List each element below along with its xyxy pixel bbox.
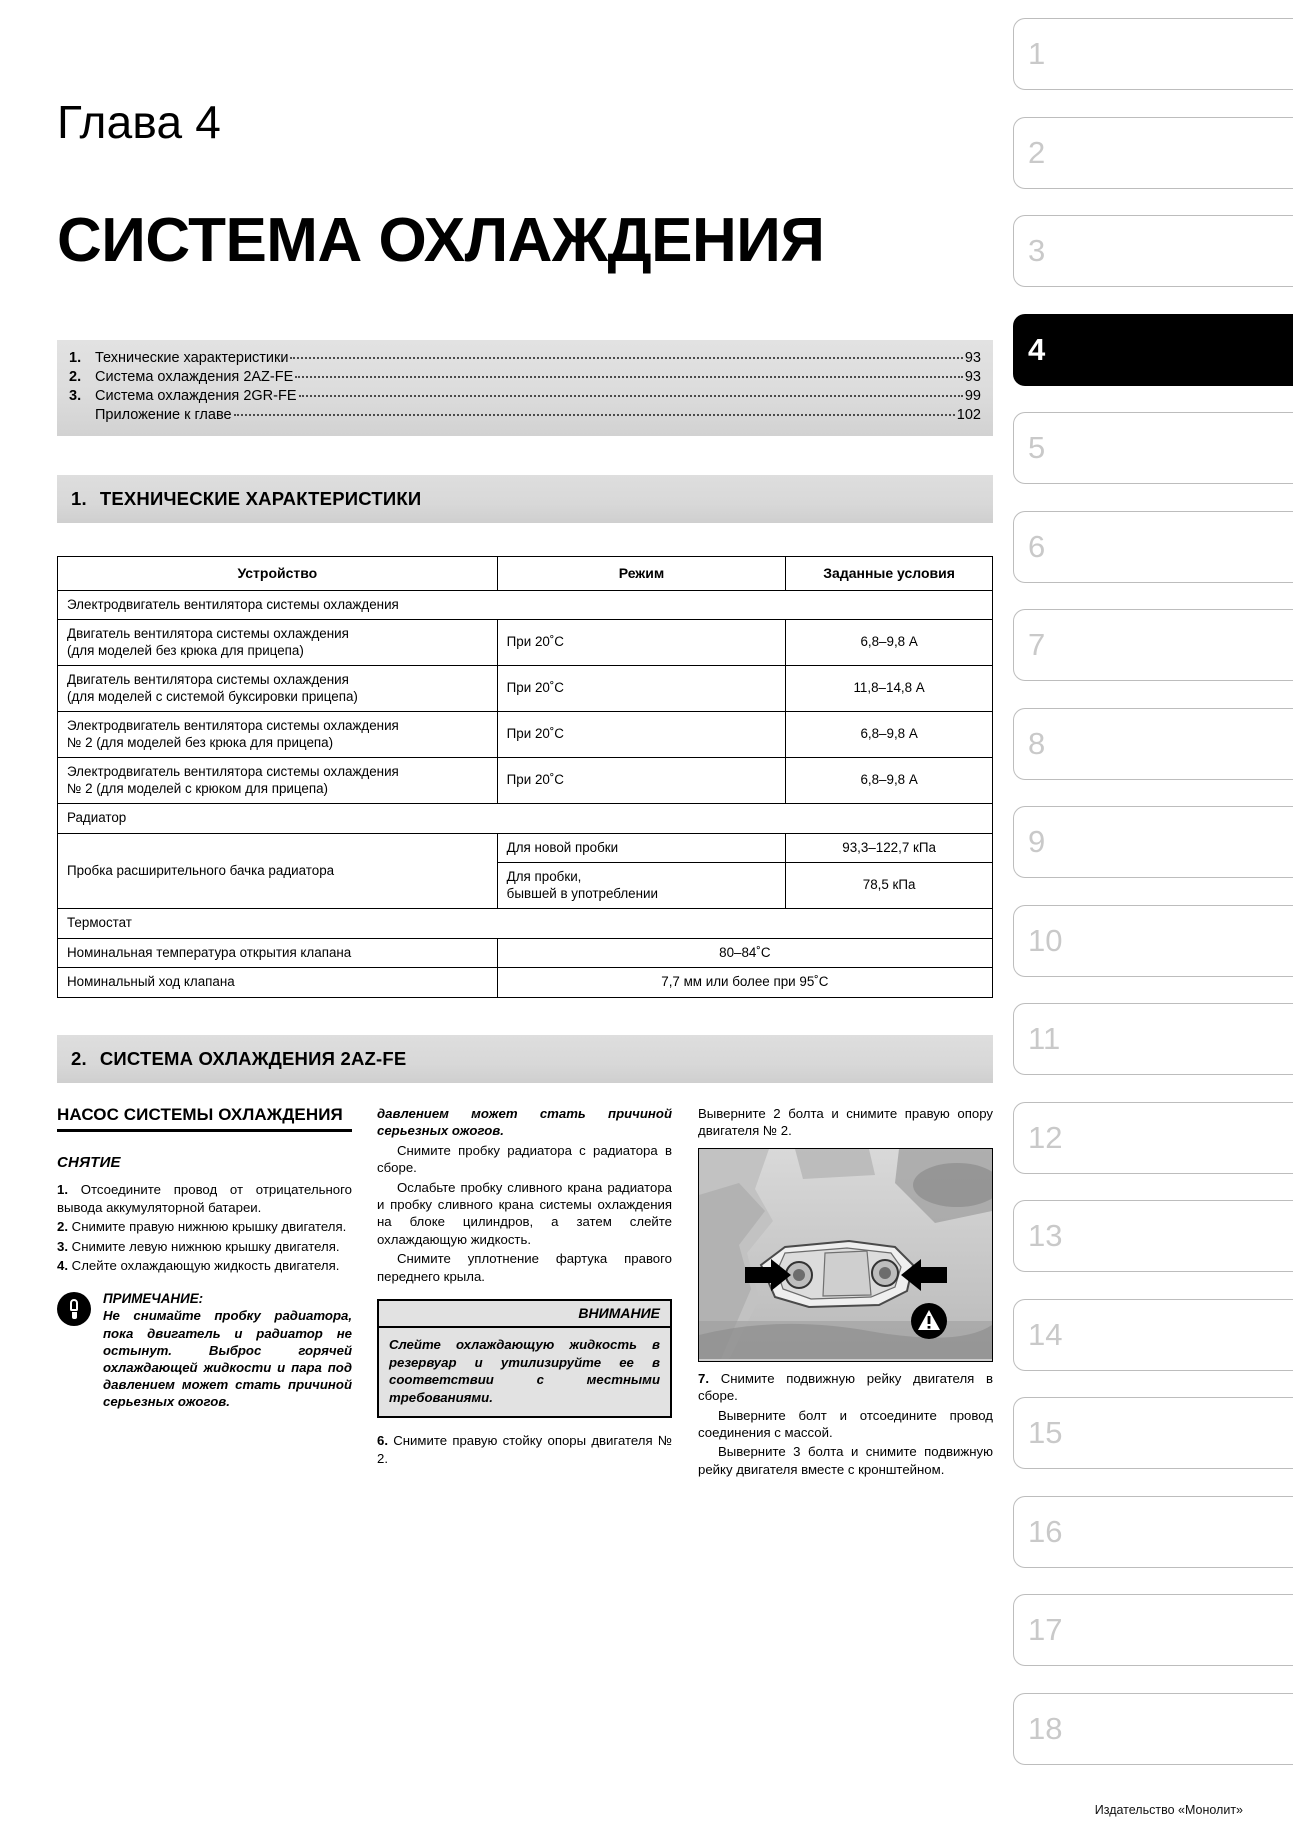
toc-entry-number: 3. — [69, 388, 82, 404]
mode-cell: При 20˚С — [497, 712, 786, 758]
chapter-tab-3[interactable] — [1013, 215, 1293, 287]
chapter-tab-17[interactable] — [1013, 1594, 1293, 1666]
page-title: СИСТЕМА ОХЛАЖДЕНИЯ — [57, 206, 825, 275]
device-cell: Номинальная температура открытия клапана — [58, 938, 498, 968]
chapter-tab-10[interactable] — [1013, 905, 1293, 977]
chapter-tab-label: 5 — [1028, 430, 1046, 465]
chapter-tab-2[interactable] — [1013, 117, 1293, 189]
step-number: 4. — [57, 1258, 68, 1274]
lightbulb-icon — [57, 1292, 91, 1326]
mode-cell: Для новой пробки — [497, 833, 786, 863]
step-text: Отсоедините провод от отрицательного вывода аккумуляторной батареи. — [57, 1182, 352, 1215]
toc-entry[interactable] — [69, 349, 981, 368]
chapter-tab-14[interactable] — [1013, 1299, 1293, 1371]
step-number: 3. — [57, 1238, 68, 1254]
chapter-tab-label: 12 — [1028, 1119, 1063, 1155]
chapter-tab-label: 13 — [1028, 1218, 1063, 1253]
table-row — [58, 712, 993, 758]
toc-entry[interactable] — [69, 406, 981, 425]
list-item — [57, 1238, 352, 1255]
chapter-tab-label: 4 — [1028, 331, 1046, 367]
device-cell: Двигатель вентилятора системы охлаждения (для моделей без крюка для прицепа) — [58, 620, 498, 666]
device-cell: Пробка расширительного бачка радиатора — [58, 833, 498, 909]
attention-title: ВНИМАНИЕ — [379, 1301, 670, 1328]
table-row-group — [58, 590, 993, 620]
section-2-number: 2. — [71, 1048, 87, 1069]
toc-entry-title: Приложение к главе — [95, 407, 232, 423]
chapter-tab-12[interactable] — [1013, 1102, 1293, 1174]
chapter-tab-label: 18 — [1028, 1710, 1063, 1746]
figure-illustration — [699, 1149, 992, 1359]
note-block — [57, 1290, 352, 1410]
device-cell: Электродвигатель вентилятора системы охлаждения № 2 (для моделей без крюка для прицепа) — [58, 712, 498, 758]
mode-cell: При 20˚С — [497, 758, 786, 804]
table-of-contents — [57, 340, 993, 436]
step-text: Слейте охлаждающую жидкость двигателя. — [71, 1258, 340, 1274]
chapter-tab-6[interactable] — [1013, 511, 1293, 583]
section-header-2 — [57, 1035, 993, 1083]
condition-cell: 78,5 кПа — [786, 863, 993, 909]
chapter-tab-label: 6 — [1028, 528, 1046, 564]
chapter-tab-label: 3 — [1028, 233, 1046, 268]
section-1-number: 1. — [71, 488, 87, 509]
list-item — [57, 1181, 352, 1216]
toc-leader-dots — [290, 351, 962, 359]
step-text: Снимите правую нижнюю крышку двигателя. — [71, 1219, 347, 1235]
step-text: Снимите левую нижнюю крышку двигателя. — [71, 1238, 340, 1254]
chapter-tab-5[interactable] — [1013, 412, 1293, 484]
device-cell: Двигатель вентилятора системы охлаждения (для моделей с системой буксировки прицепа) — [58, 666, 498, 712]
body-column-3 — [698, 1105, 993, 1480]
toc-entry-title: Система охлаждения 2GR-FE — [95, 388, 297, 404]
chapter-tab-18[interactable] — [1013, 1693, 1293, 1765]
mode-cell: Для пробки, бывшей в употреблении — [497, 863, 786, 909]
mode-cell: При 20˚С — [497, 666, 786, 712]
chapter-tab-1[interactable] — [1013, 18, 1293, 90]
condition-cell: 6,8–9,8 А — [786, 620, 993, 666]
paragraph: Снимите уплотнение фартука правого переднего крыла. — [377, 1251, 672, 1284]
condition-cell: 93,3–122,7 кПа — [786, 833, 993, 863]
chapter-tab-label: 16 — [1028, 1513, 1063, 1549]
list-item — [377, 1432, 672, 1467]
group-label-cell: Электродвигатель вентилятора системы охлаждения — [58, 590, 993, 620]
chapter-tab-label: 17 — [1028, 1612, 1063, 1647]
chapter-tab-label: 10 — [1028, 922, 1063, 958]
list-item — [57, 1257, 352, 1274]
attention-text: Слейте охлаждающую жидкость в резервуар и утилизируйте ее в соответствии с местными требованиями. — [389, 1337, 660, 1405]
toc-entry-title: Система охлаждения 2AZ-FE — [95, 369, 294, 385]
section-1-title: ТЕХНИЧЕСКИЕ ХАРАКТЕРИСТИКИ — [99, 488, 422, 509]
step-number: 6. — [377, 1433, 388, 1449]
list-item — [57, 1218, 352, 1235]
condition-cell: 6,8–9,8 А — [786, 758, 993, 804]
condition-cell: 11,8–14,8 А — [786, 666, 993, 712]
section-header-1 — [57, 475, 993, 523]
device-cell: Номинальный ход клапана — [58, 968, 498, 998]
chapter-tab-16[interactable] — [1013, 1496, 1293, 1568]
chapter-tab-8[interactable] — [1013, 708, 1293, 780]
engine-mount-figure — [698, 1148, 993, 1362]
chapter-tab-label: 11 — [1028, 1021, 1061, 1056]
toc-entry-number: 2. — [69, 369, 82, 385]
chapter-tab-rail — [1003, 0, 1300, 1839]
table-row-group — [58, 804, 993, 834]
toc-entry-title: Технические характеристики — [95, 350, 289, 366]
column-header-condition: Заданные условия — [786, 557, 993, 591]
chapter-tab-label: 1 — [1028, 36, 1046, 71]
chapter-tab-15[interactable] — [1013, 1397, 1293, 1469]
list-item — [698, 1370, 993, 1405]
chapter-tab-label: 8 — [1028, 725, 1046, 761]
table-header-row — [58, 557, 993, 591]
step-number: 1. — [57, 1182, 68, 1198]
condition-cell: 6,8–9,8 А — [786, 712, 993, 758]
toc-entry[interactable] — [69, 387, 981, 406]
value-cell: 7,7 мм или более при 95˚С — [497, 968, 992, 998]
body-columns — [57, 1105, 993, 1755]
step-text: Снимите правую стойку опоры двигателя № 2. — [377, 1433, 672, 1466]
pump-heading: НАСОС СИСТЕМЫ ОХЛАЖДЕНИЯ — [57, 1105, 352, 1132]
paragraph: Выверните 3 болта и снимите подвижную рейку двигателя вместе с кронштейном. — [698, 1444, 993, 1477]
table-row — [58, 758, 993, 804]
toc-leader-dots — [234, 408, 955, 416]
table-row — [58, 968, 993, 998]
table-row — [58, 666, 993, 712]
group-label-cell: Радиатор — [58, 804, 993, 834]
note-title: ПРИМЕЧАНИЕ: — [103, 1291, 204, 1307]
toc-leader-dots — [295, 370, 963, 378]
section-2-title: СИСТЕМА ОХЛАЖДЕНИЯ 2AZ-FE — [99, 1048, 407, 1069]
chapter-tab-7[interactable] — [1013, 609, 1293, 681]
toc-entry-page: 99 — [964, 388, 981, 404]
paragraph: Выверните 2 болта и снимите правую опору двигателя № 2. — [698, 1106, 993, 1139]
toc-entry-page: 102 — [956, 407, 981, 423]
body-column-2 — [377, 1105, 672, 1469]
table-row — [58, 938, 993, 968]
column-header-device: Устройство — [58, 557, 498, 591]
chapter-tab-label: 15 — [1028, 1415, 1063, 1450]
paragraph: Снимите пробку радиатора с радиатора в сборе. — [377, 1142, 672, 1176]
chapter-tab-label: 2 — [1028, 134, 1046, 170]
step-number: 2. — [57, 1219, 68, 1235]
group-label-cell: Термостат — [58, 909, 993, 939]
table-row-group — [58, 909, 993, 939]
step-text: Снимите подвижную рейку двигателя в сборе. — [698, 1370, 993, 1404]
chapter-tab-label: 7 — [1028, 627, 1046, 662]
chapter-tab-13[interactable] — [1013, 1200, 1293, 1272]
paragraph: Ослабьте пробку сливного крана радиатора и пробку сливного крана системы охлаждения на блоке цилиндров, а затем слейте охлаждающую жидкость. — [377, 1179, 672, 1247]
chapter-tab-4[interactable] — [1013, 314, 1293, 386]
toc-entry-page: 93 — [964, 350, 981, 366]
mode-cell: При 20˚С — [497, 620, 786, 666]
note-continuation: давлением может стать причиной серьезных ожогов. — [377, 1106, 672, 1139]
table-row — [58, 833, 993, 863]
step-number: 7. — [698, 1370, 709, 1386]
toc-entry-page: 93 — [964, 369, 981, 385]
chapter-tab-label: 14 — [1028, 1316, 1063, 1352]
paragraph: Выверните болт и отсоедините провод соединения с массой. — [698, 1407, 993, 1441]
device-cell: Электродвигатель вентилятора системы охлаждения № 2 (для моделей с крюком для прицепа) — [58, 758, 498, 804]
note-text: Не снимайте пробку радиатора, пока двигатель и радиатор не остынут. Выброс горячей охлаждающей жидкости и пара под давлением может стать причиной серьезных ожогов. — [103, 1308, 352, 1410]
chapter-tab-label: 9 — [1028, 824, 1046, 859]
toc-leader-dots — [299, 389, 963, 397]
toc-entry-number: 1. — [69, 350, 82, 366]
specifications-table — [57, 556, 993, 998]
chapter-tab-9[interactable] — [1013, 806, 1293, 878]
chapter-tab-11[interactable] — [1013, 1003, 1293, 1075]
removal-heading: СНЯТИЕ — [57, 1154, 121, 1171]
chapter-number: Глава 4 — [57, 96, 222, 148]
table-row — [58, 620, 993, 666]
column-header-mode: Режим — [497, 557, 786, 591]
publisher-footer: Издательство «Монолит» — [1094, 1803, 1243, 1817]
toc-entry[interactable] — [69, 368, 981, 387]
body-column-1 — [57, 1105, 352, 1411]
attention-box — [377, 1299, 672, 1418]
value-cell: 80–84˚С — [497, 938, 992, 968]
